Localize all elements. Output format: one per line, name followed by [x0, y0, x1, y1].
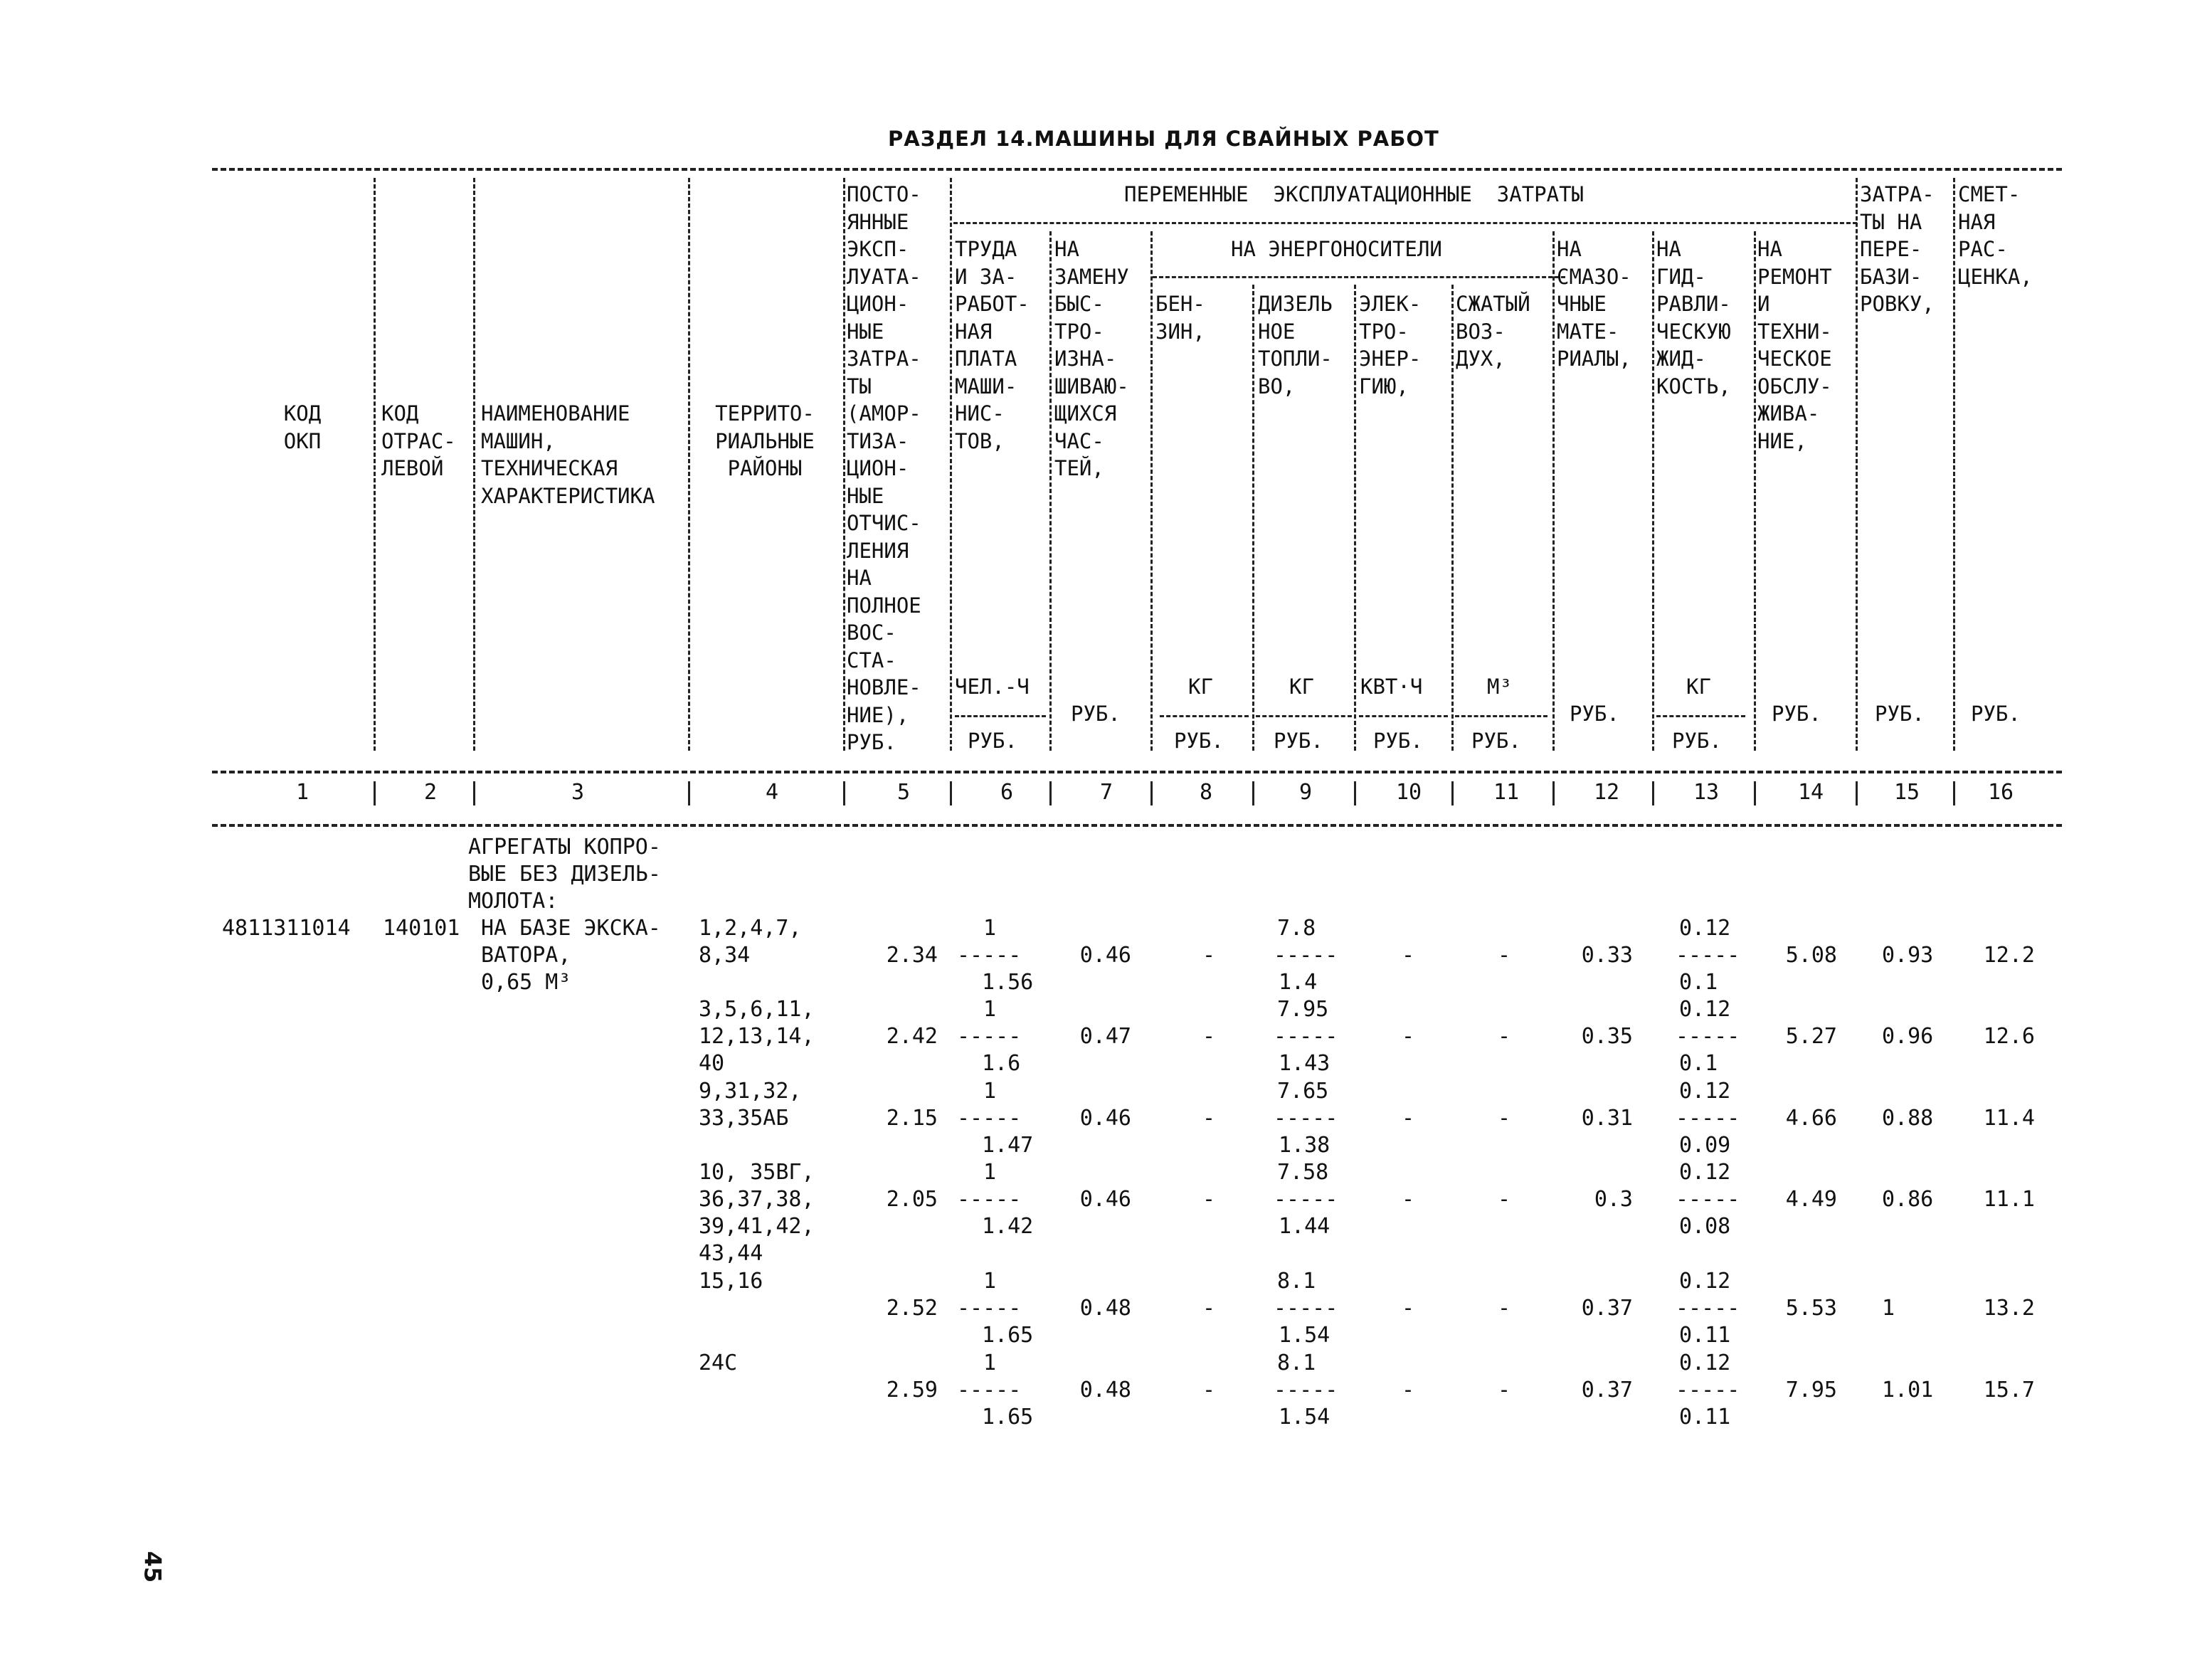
- col-divider: [374, 781, 376, 805]
- cell-col11: -: [1498, 1378, 1511, 1402]
- cell-col16: 11.4: [1983, 1106, 2035, 1131]
- header-col8: БЕН- ЗИН,: [1155, 292, 1205, 344]
- cell-col6-bottom: 1.56: [982, 970, 1034, 995]
- col-divider: [473, 781, 475, 805]
- cell-col13-top: 0.12: [1679, 1079, 1731, 1104]
- header-col10-unit-bottom: РУБ.: [1373, 729, 1423, 753]
- cell-col16: 11.1: [1983, 1187, 2035, 1212]
- cell-col9-top: 7.8: [1277, 916, 1316, 941]
- column-number: 11: [1493, 780, 1520, 805]
- fraction-line: -----: [1676, 1296, 1740, 1321]
- cell-col5: 2.34: [886, 943, 938, 968]
- cell-col14: 7.95: [1785, 1378, 1837, 1402]
- col-divider: [473, 178, 475, 751]
- cell-col9-top: 7.95: [1277, 997, 1329, 1022]
- col-divider: [1552, 231, 1555, 751]
- header-col13: НА ГИД- РАВЛИ- ЧЕСКУЮ ЖИД- КОСТЬ,: [1656, 237, 1731, 398]
- cell-col13-bottom: 0.1: [1679, 1051, 1718, 1076]
- cell-col11: -: [1498, 1187, 1511, 1212]
- column-number: 1: [295, 780, 310, 805]
- cell-col10: -: [1402, 1296, 1415, 1321]
- unit-rule-13: [1656, 715, 1745, 717]
- col-divider: [1049, 231, 1052, 751]
- cell-col11: -: [1498, 943, 1511, 968]
- cell-col7: 0.46: [1079, 1106, 1131, 1131]
- header-col14-unit: РУБ.: [1772, 702, 1821, 726]
- cell-col6-bottom: 1.47: [982, 1133, 1034, 1158]
- column-number: 4: [765, 780, 779, 805]
- cell-col6-top: 1: [983, 1160, 997, 1185]
- header-col10: ЭЛЕК- ТРО- ЭНЕР- ГИЮ,: [1359, 292, 1422, 398]
- header-col13-unit-top: КГ: [1686, 675, 1711, 699]
- header-col5: ПОСТО- ЯННЫЕ ЭКСП- ЛУАТА- ЦИОН- НЫЕ ЗАТРА- ТЫ (АМОР- ТИЗА- ЦИОН- НЫЕ ОТЧИС- ЛЕНИЯ НА ПОЛНОЕ ВОС- СТА- НОВЛЕ- НИЕ), РУБ.: [847, 182, 921, 754]
- unit-rule-6: [955, 715, 1046, 717]
- regions-cell: 1,2,4,7, 8,34: [699, 916, 802, 968]
- col-divider: [950, 178, 952, 751]
- cell-col16: 13.2: [1983, 1296, 2035, 1321]
- header-col7-unit: РУБ.: [1071, 702, 1121, 726]
- header-bottom-rule: [212, 771, 2062, 773]
- col-divider: [688, 178, 690, 751]
- header-branch-code: КОД ОТРАС- ЛЕВОЙ: [381, 401, 456, 480]
- col-divider: [1252, 285, 1254, 751]
- cell-col14: 5.08: [1785, 943, 1837, 968]
- cell-col10: -: [1402, 1106, 1415, 1131]
- column-number: 10: [1395, 780, 1422, 805]
- fraction-line: -----: [957, 1024, 1022, 1049]
- cell-col5: 2.59: [886, 1378, 938, 1402]
- col-divider: [1049, 781, 1052, 805]
- fraction-line: -----: [1274, 1296, 1338, 1321]
- cell-col13-bottom: 0.09: [1679, 1133, 1731, 1158]
- cell-col13-top: 0.12: [1679, 1351, 1731, 1375]
- cell-col12: 0.31: [1581, 1106, 1633, 1131]
- cell-col9-top: 8.1: [1277, 1269, 1316, 1294]
- cell-col6-bottom: 1.65: [982, 1405, 1034, 1430]
- cell-col10: -: [1402, 943, 1415, 968]
- cell-col8: -: [1202, 1378, 1216, 1402]
- regions-cell: 10, 35ВГ, 36,37,38, 39,41,42, 43,44: [699, 1160, 815, 1266]
- cell-col8: -: [1202, 1296, 1216, 1321]
- col-divider: [1856, 781, 1858, 805]
- regions-cell: 15,16: [699, 1269, 763, 1294]
- cell-col7: 0.48: [1079, 1296, 1131, 1321]
- energy-group-rule: [1153, 276, 1565, 278]
- cell-col15: 1: [1882, 1296, 1895, 1321]
- cell-col8: -: [1202, 943, 1216, 968]
- cell-col13-bottom: 0.11: [1679, 1323, 1731, 1348]
- header-col16-unit: РУБ.: [1971, 702, 2021, 726]
- header-col15-unit: РУБ.: [1875, 702, 1925, 726]
- column-number: 16: [1987, 780, 2014, 805]
- header-variable-group: ПЕРЕМЕННЫЕ ЭКСПЛУАТАЦИОННЫЕ ЗАТРАТЫ: [1124, 182, 1584, 206]
- col-divider: [1652, 231, 1654, 751]
- cell-col5: 2.52: [886, 1296, 938, 1321]
- col-divider: [1150, 781, 1153, 805]
- col-divider: [1953, 178, 1955, 751]
- cell-col14: 4.66: [1785, 1106, 1837, 1131]
- col-divider: [1354, 781, 1356, 805]
- fraction-line: -----: [1274, 943, 1338, 968]
- col-divider: [1754, 231, 1756, 751]
- header-col10-unit-top: КВТ·Ч: [1360, 675, 1423, 699]
- cell-col15: 0.86: [1882, 1187, 1934, 1212]
- cell-col15: 0.88: [1882, 1106, 1934, 1131]
- cell-col8: -: [1202, 1187, 1216, 1212]
- cell-col11: -: [1498, 1024, 1511, 1049]
- cell-col13-bottom: 0.08: [1679, 1214, 1731, 1239]
- cell-col8: -: [1202, 1106, 1216, 1131]
- header-col9-unit-top: КГ: [1289, 675, 1314, 699]
- fraction-line: -----: [957, 943, 1022, 968]
- col-divider: [1754, 781, 1756, 805]
- header-col14: НА РЕМОНТ И ТЕХНИ- ЧЕСКОЕ ОБСЛУ- ЖИВА- НИЕ,: [1757, 237, 1832, 453]
- cell-col9-top: 7.58: [1277, 1160, 1329, 1185]
- column-number: 3: [571, 780, 585, 805]
- cell-col5: 2.42: [886, 1024, 938, 1049]
- cell-col11: -: [1498, 1106, 1511, 1131]
- cell-col14: 5.27: [1785, 1024, 1837, 1049]
- fraction-line: -----: [1274, 1106, 1338, 1131]
- fraction-line: -----: [1274, 1024, 1338, 1049]
- cell-col9-bottom: 1.43: [1279, 1051, 1330, 1076]
- cell-col9-bottom: 1.44: [1279, 1214, 1330, 1239]
- col-divider: [843, 178, 845, 751]
- col-divider: [843, 781, 845, 805]
- column-number: 2: [423, 780, 438, 805]
- header-col9: ДИЗЕЛЬ НОЕ ТОПЛИ- ВО,: [1258, 292, 1333, 398]
- cell-col15: 1.01: [1882, 1378, 1934, 1402]
- variable-group-rule: [953, 222, 1857, 224]
- cell-col9-bottom: 1.4: [1279, 970, 1318, 995]
- col-divider: [374, 178, 376, 751]
- unit-rule-10: [1359, 715, 1448, 717]
- cell-col13-top: 0.12: [1679, 916, 1731, 941]
- header-col11: СЖАТЫЙ ВОЗ- ДУХ,: [1456, 292, 1530, 371]
- cell-col8: -: [1202, 1024, 1216, 1049]
- cell-col6-bottom: 1.6: [982, 1051, 1021, 1076]
- header-col6: ТРУДА И ЗА- РАБОТ- НАЯ ПЛАТА МАШИ- НИС- ТОВ,: [955, 237, 1030, 453]
- header-regions: ТЕРРИТО- РИАЛЬНЫЕ РАЙОНЫ: [715, 401, 815, 480]
- cell-col12: 0.33: [1581, 943, 1633, 968]
- col-divider: [1552, 781, 1555, 805]
- column-number: 14: [1797, 780, 1824, 805]
- cell-col10: -: [1402, 1024, 1415, 1049]
- column-number: 9: [1298, 780, 1313, 805]
- fraction-line: -----: [1676, 1378, 1740, 1402]
- item-okp-code: 4811311014: [222, 916, 351, 941]
- cell-col12: 0.35: [1581, 1024, 1633, 1049]
- header-col11-unit-bottom: РУБ.: [1471, 729, 1521, 753]
- cell-col10: -: [1402, 1378, 1415, 1402]
- col-divider: [1856, 178, 1858, 751]
- regions-cell: 24С: [699, 1351, 738, 1375]
- cell-col16: 15.7: [1983, 1378, 2035, 1402]
- cell-col7: 0.47: [1079, 1024, 1131, 1049]
- cell-col16: 12.2: [1983, 943, 2035, 968]
- column-number: 6: [1000, 780, 1014, 805]
- fraction-line: -----: [1676, 1024, 1740, 1049]
- cell-col16: 12.6: [1983, 1024, 2035, 1049]
- header-energy-group: НА ЭНЕРГОНОСИТЕЛИ: [1231, 237, 1442, 261]
- header-col6-unit-bottom: РУБ.: [968, 729, 1017, 753]
- header-col8-unit-bottom: РУБ.: [1174, 729, 1224, 753]
- cell-col12: 0.37: [1581, 1378, 1633, 1402]
- column-number: 13: [1693, 780, 1720, 805]
- col-divider: [1953, 781, 1955, 805]
- regions-cell: 9,31,32, 33,35АБ: [699, 1079, 802, 1131]
- page-number: 45: [139, 1550, 166, 1583]
- cell-col9-top: 7.65: [1277, 1079, 1329, 1104]
- fraction-line: -----: [1676, 1187, 1740, 1212]
- column-number: 5: [896, 780, 911, 805]
- cell-col9-bottom: 1.54: [1279, 1323, 1330, 1348]
- fraction-line: -----: [957, 1187, 1022, 1212]
- header-col7: НА ЗАМЕНУ БЫС- ТРО- ИЗНА- ШИВАЮ- ЩИХСЯ ЧАС- ТЕЙ,: [1054, 237, 1129, 480]
- header-col12: НА СМАЗО- ЧНЫЕ МАТЕ- РИАЛЫ,: [1557, 237, 1631, 371]
- header-col11-unit-top: М³: [1487, 675, 1512, 699]
- cell-col6-top: 1: [983, 1351, 997, 1375]
- cell-col13-bottom: 0.1: [1679, 970, 1718, 995]
- col-divider: [1451, 285, 1454, 751]
- cell-col12: 0.3: [1594, 1187, 1633, 1212]
- cell-col12: 0.37: [1581, 1296, 1633, 1321]
- header-name: НАИМЕНОВАНИЕ МАШИН, ТЕХНИЧЕСКАЯ ХАРАКТЕРИСТИКА: [481, 401, 655, 508]
- col-divider: [1354, 285, 1356, 751]
- col-divider: [950, 781, 952, 805]
- cell-col6-top: 1: [983, 1079, 997, 1104]
- fraction-line: -----: [957, 1296, 1022, 1321]
- header-col16: СМЕТ- НАЯ РАС- ЦЕНКА,: [1958, 182, 2033, 289]
- fraction-line: -----: [1676, 1106, 1740, 1131]
- header-col9-unit-bottom: РУБ.: [1274, 729, 1323, 753]
- col-divider: [1451, 781, 1454, 805]
- col-divider: [1252, 781, 1254, 805]
- col-divider: [688, 781, 690, 805]
- header-col15: ЗАТРА- ТЫ НА ПЕРЕ- БАЗИ- РОВКУ,: [1860, 182, 1935, 316]
- cell-col10: -: [1402, 1187, 1415, 1212]
- column-number: 15: [1893, 780, 1920, 805]
- unit-rule-11: [1455, 715, 1548, 717]
- header-col12-unit: РУБ.: [1570, 702, 1619, 726]
- cell-col14: 4.49: [1785, 1187, 1837, 1212]
- cell-col13-top: 0.12: [1679, 1269, 1731, 1294]
- numbers-bottom-rule: [212, 824, 2062, 827]
- fraction-line: -----: [1274, 1378, 1338, 1402]
- cell-col7: 0.46: [1079, 1187, 1131, 1212]
- cell-col6-bottom: 1.42: [982, 1214, 1034, 1239]
- item-branch-code: 140101: [383, 916, 460, 941]
- cell-col14: 5.53: [1785, 1296, 1837, 1321]
- header-col8-unit-top: КГ: [1188, 675, 1213, 699]
- fraction-line: -----: [957, 1378, 1022, 1402]
- regions-cell: 3,5,6,11, 12,13,14, 40: [699, 997, 815, 1076]
- cell-col15: 0.93: [1882, 943, 1934, 968]
- header-okp: КОД ОКП: [283, 401, 322, 453]
- col-divider: [1150, 231, 1153, 751]
- column-number: 12: [1593, 780, 1620, 805]
- cell-col9-bottom: 1.38: [1279, 1133, 1330, 1158]
- col-divider: [1652, 781, 1654, 805]
- section-title: РАЗДЕЛ 14.МАШИНЫ ДЛЯ СВАЙНЫХ РАБОТ: [888, 127, 1439, 151]
- fraction-line: -----: [1676, 943, 1740, 968]
- header-col13-unit-bottom: РУБ.: [1672, 729, 1722, 753]
- cell-col5: 2.15: [886, 1106, 938, 1131]
- cell-col13-top: 0.12: [1679, 997, 1731, 1022]
- cell-col13-top: 0.12: [1679, 1160, 1731, 1185]
- cell-col7: 0.48: [1079, 1378, 1131, 1402]
- column-number: 7: [1099, 780, 1113, 805]
- cell-col9-top: 8.1: [1277, 1351, 1316, 1375]
- cell-col9-bottom: 1.54: [1279, 1405, 1330, 1430]
- column-number: 8: [1199, 780, 1213, 805]
- cell-col7: 0.46: [1079, 943, 1131, 968]
- unit-rule-9: [1256, 715, 1352, 717]
- top-rule: [212, 168, 2062, 171]
- cell-col5: 2.05: [886, 1187, 938, 1212]
- fraction-line: -----: [957, 1106, 1022, 1131]
- unit-rule-8: [1160, 715, 1249, 717]
- cell-col6-bottom: 1.65: [982, 1323, 1034, 1348]
- cell-col6-top: 1: [983, 997, 997, 1022]
- cell-col13-bottom: 0.11: [1679, 1405, 1731, 1430]
- cell-col6-top: 1: [983, 1269, 997, 1294]
- fraction-line: -----: [1274, 1187, 1338, 1212]
- cell-col11: -: [1498, 1296, 1511, 1321]
- cell-col6-top: 1: [983, 916, 997, 941]
- cell-col15: 0.96: [1882, 1024, 1934, 1049]
- group-title: АГРЕГАТЫ КОПРО- ВЫЕ БЕЗ ДИЗЕЛЬ- МОЛОТА:: [468, 835, 661, 914]
- item-name: НА БАЗЕ ЭКСКА- ВАТОРА, 0,65 М³: [481, 916, 661, 995]
- header-col6-unit-top: ЧЕЛ.-Ч: [955, 675, 1030, 699]
